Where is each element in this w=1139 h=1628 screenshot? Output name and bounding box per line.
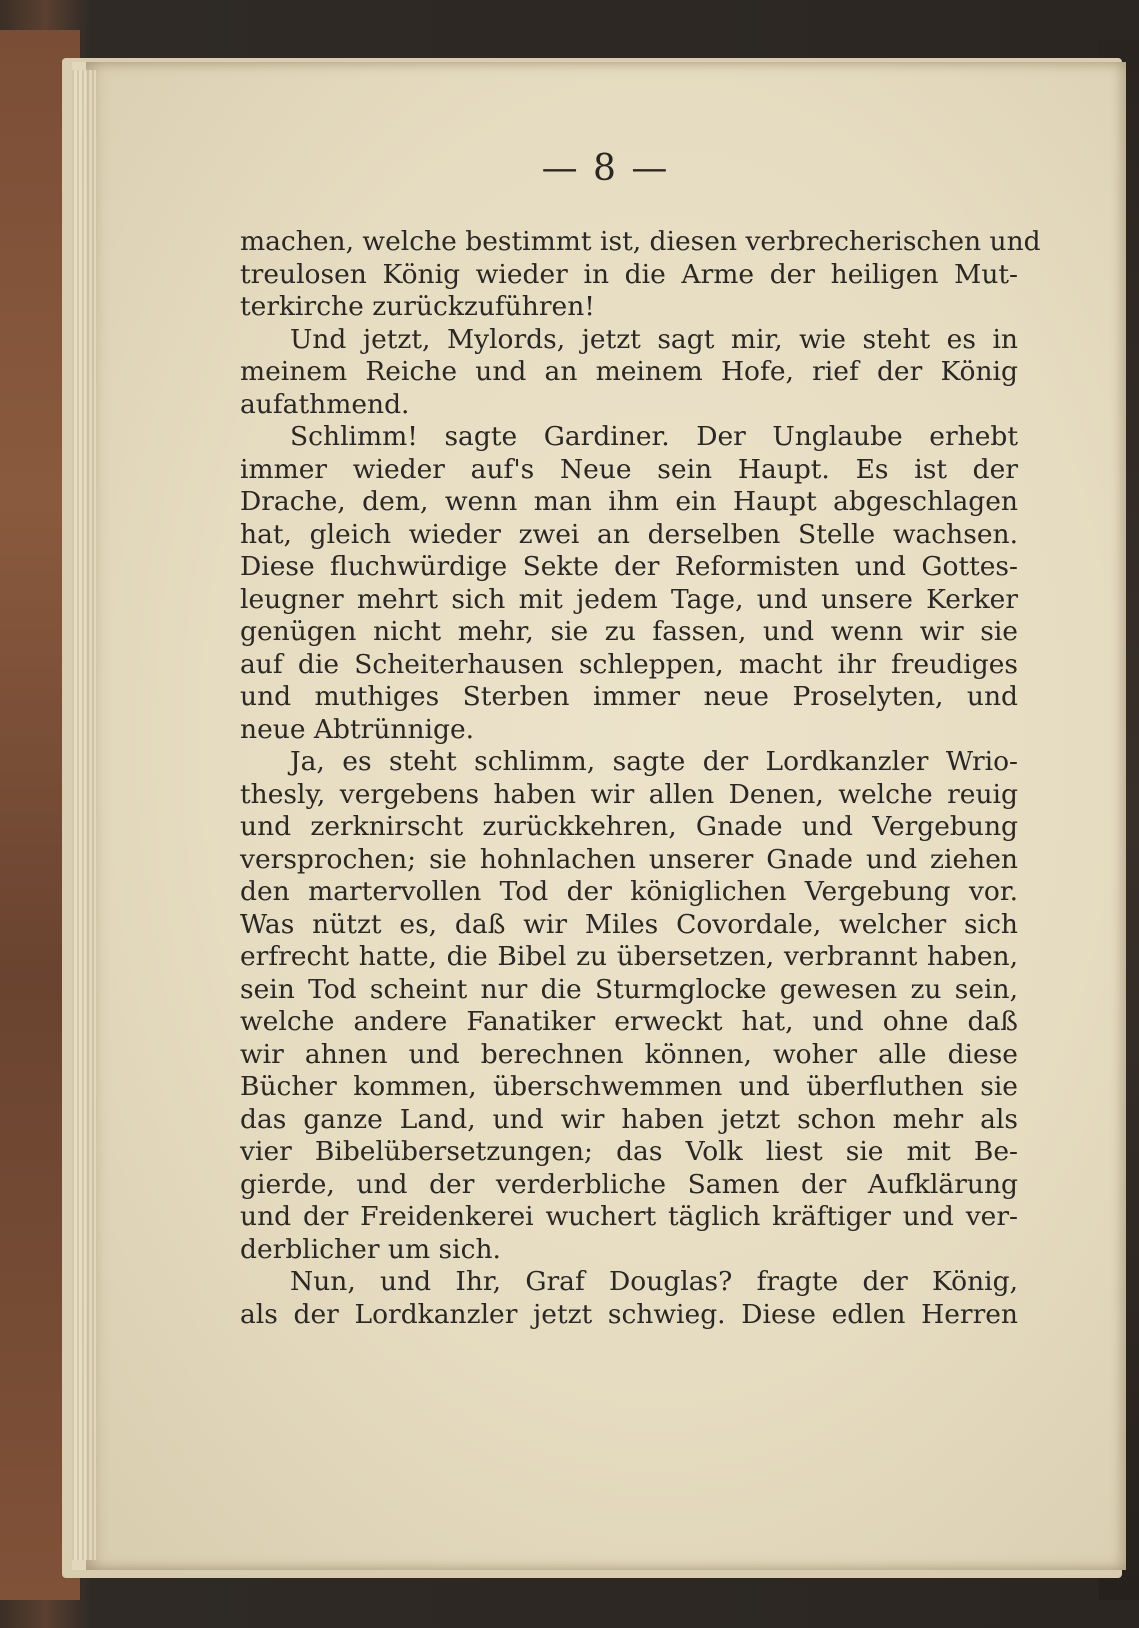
text-line: derblicher um sich. — [240, 1233, 501, 1265]
text-line: Diese fluchwürdige Sekte der Reformisten und Gottes- — [240, 551, 1018, 582]
text-line: als der Lordkanzler jetzt schwieg. Diese edlen Herren — [240, 1298, 1018, 1330]
text-line: aufathmend. — [240, 388, 410, 420]
body-text — [240, 226, 1041, 1331]
text-line: terkirche zurückzuführen! — [240, 291, 595, 322]
text-line: vier Bibelübersetzungen; das Volk liest sie mit Be- — [240, 1136, 1018, 1167]
text-line: welche andere Fanatiker erweckt hat, und ohne daß — [240, 1006, 1018, 1037]
text-line: immer wieder auf's Neue sein Haupt. Es ist der — [240, 453, 1018, 485]
text-line: Ja, es steht schlimm, sagte der Lordkanzler Wrio- — [290, 746, 1018, 777]
text-line: Schlimm! sagte Gardiner. Der Unglaube erhebt — [290, 421, 1018, 452]
text-line: treulosen König wieder in die Arme der heiligen Mut- — [240, 258, 1018, 290]
page-edges — [72, 70, 96, 1560]
text-line: gierde, und der verderbliche Samen der Aufklärung — [240, 1168, 1018, 1200]
text-line: neue Abtrünnige. — [240, 713, 475, 745]
page-number: — 8 — — [541, 148, 670, 189]
text-line: wir ahnen und berechnen können, woher alle diese — [240, 1038, 1018, 1070]
text-line: Was nützt es, daß wir Miles Covordale, welcher sich — [240, 908, 1018, 940]
text-line: und zerknirscht zurückkehren, Gnade und Vergebung — [240, 811, 1018, 842]
text-line: Bücher kommen, überschwemmen und überfluthen sie — [240, 1071, 1018, 1102]
text-line: hat, gleich wieder zwei an derselben Stelle wachsen. — [240, 518, 1018, 550]
text-line: sein Tod scheint nur die Sturmglocke gewesen zu sein, — [240, 973, 1018, 1005]
text-line: den martervollen Tod der königlichen Vergebung vor. — [240, 876, 1018, 907]
text-line: Und jetzt, Mylords, jetzt sagt mir, wie steht es in — [290, 323, 1018, 355]
text-line: auf die Scheiterhausen schleppen, macht ihr freudiges — [240, 648, 1018, 680]
text-line: leugner mehrt sich mit jedem Tage, und unsere Kerker — [240, 583, 1018, 615]
text-line: und der Freidenkerei wuchert täglich kräftiger und ver- — [240, 1201, 1018, 1232]
text-line: Nun, und Ihr, Graf Douglas? fragte der König, — [290, 1266, 1018, 1297]
text-line: und muthiges Sterben immer neue Proselyten, und — [240, 681, 1018, 712]
text-line: das ganze Land, und wir haben jetzt schon mehr als — [240, 1103, 1018, 1135]
text-line: meinem Reiche und an meinem Hofe, rief der König — [240, 356, 1018, 387]
text-line: versprochen; sie hohnlachen unserer Gnade und ziehen — [240, 843, 1018, 875]
text-line: Drache, dem, wenn man ihm ein Haupt abgeschlagen — [240, 486, 1018, 517]
text-line: machen, welche bestimmt ist, diesen verbrecherischen und — [240, 226, 1041, 257]
text-line: thesly, vergebens haben wir allen Denen, welche reuig — [240, 778, 1018, 810]
text-line: erfrecht hatte, die Bibel zu übersetzen, verbrannt haben, — [240, 941, 1018, 972]
text-line: genügen nicht mehr, sie zu fassen, und wenn wir sie — [240, 616, 1018, 647]
